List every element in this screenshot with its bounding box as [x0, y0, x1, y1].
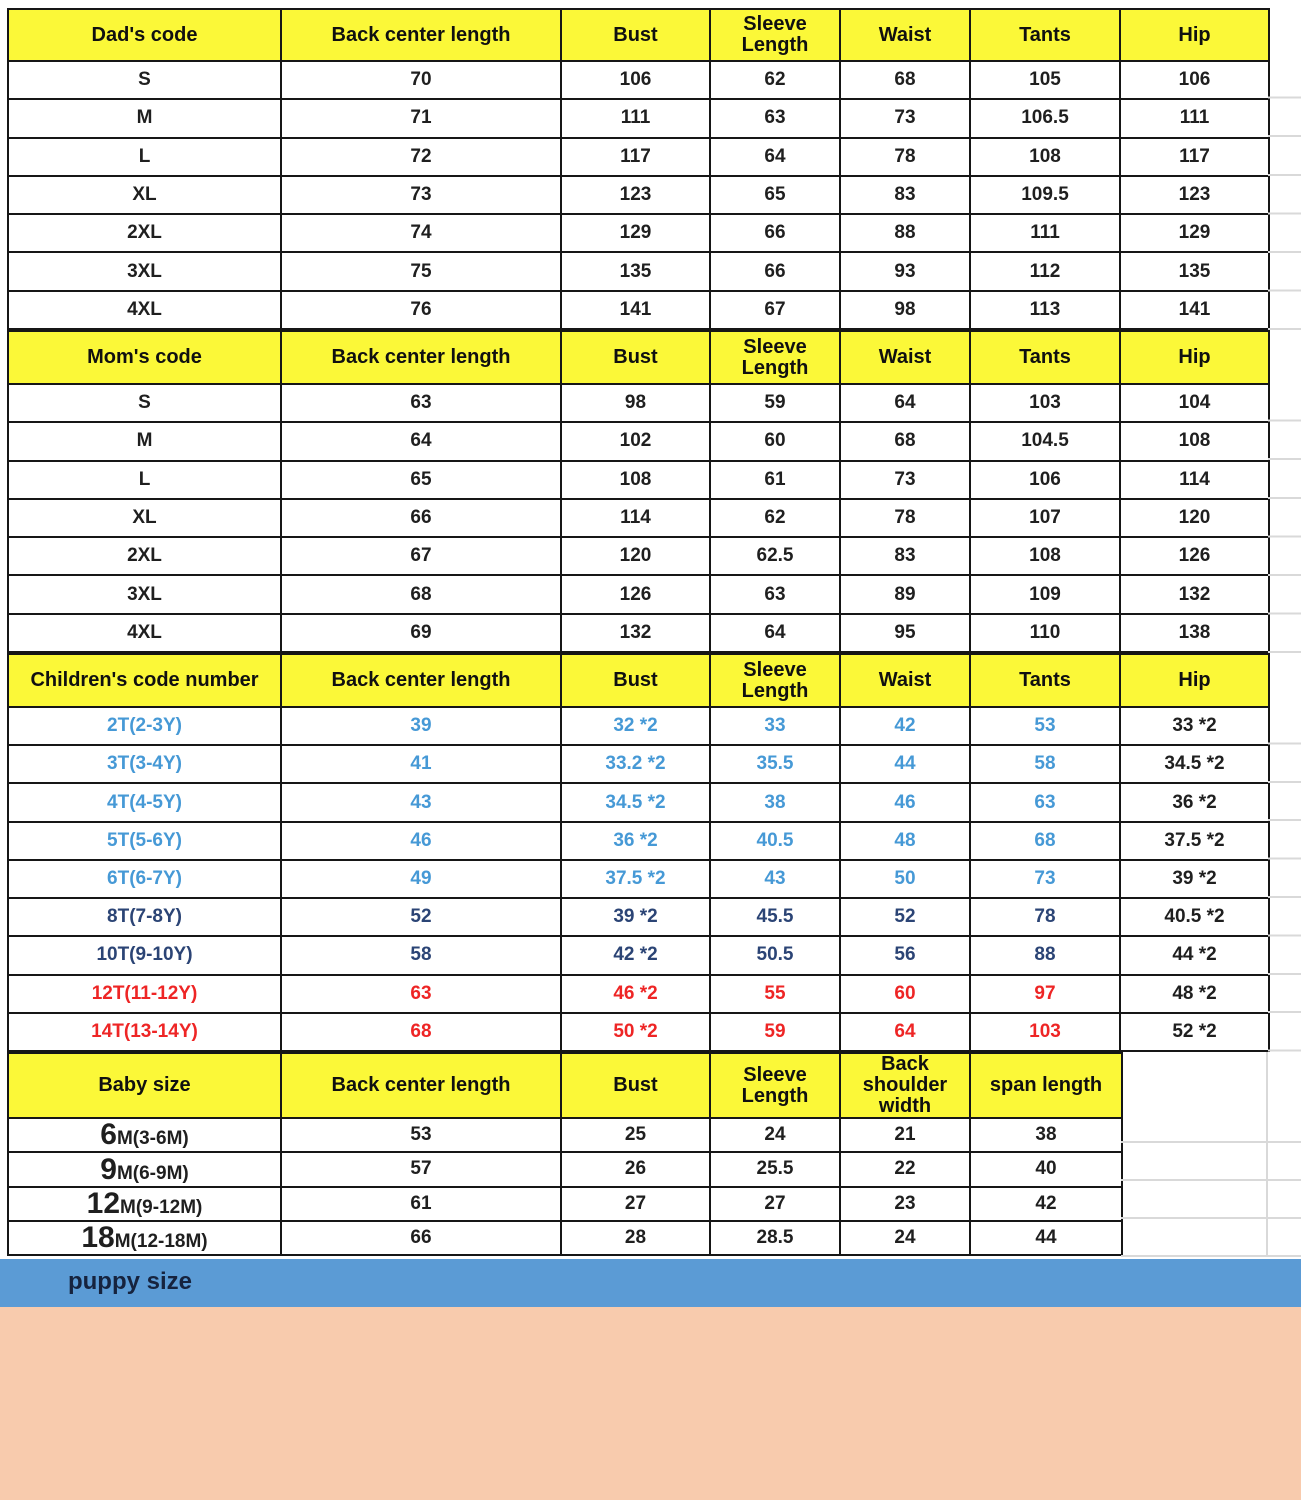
table-cell: 83	[840, 176, 970, 214]
column-header: Waist	[840, 654, 970, 707]
baby-size-label: 12M(9-12M)	[8, 1187, 281, 1221]
table-row	[8, 138, 1269, 176]
table-row	[8, 99, 1269, 137]
column-header: Bust	[561, 9, 710, 61]
table-cell: 73	[970, 860, 1120, 898]
table-cell: 27	[561, 1187, 710, 1221]
table-cell: 123	[1120, 176, 1269, 214]
table-cell: 59	[710, 1013, 840, 1051]
column-header: Hip	[1120, 654, 1269, 707]
puppy-table-backdrop	[0, 1307, 1301, 1500]
table-cell: 88	[840, 214, 970, 252]
column-header: Waist	[840, 331, 970, 384]
baby-size-table	[7, 1052, 1123, 1256]
table-cell: 89	[840, 575, 970, 613]
table-cell: 68	[281, 1013, 561, 1051]
header-row	[8, 654, 1269, 707]
table-cell: 102	[561, 422, 710, 460]
table-cell: 98	[840, 291, 970, 329]
size-code-cell: 4T(4-5Y)	[8, 783, 281, 821]
baby-size-label: 9M(6-9M)	[8, 1152, 281, 1186]
table-cell: 75	[281, 252, 561, 290]
table-cell: 123	[561, 176, 710, 214]
table-row	[8, 499, 1269, 537]
table-cell: 68	[281, 575, 561, 613]
size-code-cell: 4XL	[8, 291, 281, 329]
table-cell: 106.5	[970, 99, 1120, 137]
table-cell: 83	[840, 537, 970, 575]
column-header: Sleeve Length	[710, 9, 840, 61]
table-cell: 108	[561, 461, 710, 499]
table-cell: 39 *2	[1120, 860, 1269, 898]
table-cell: 111	[970, 214, 1120, 252]
children-size-table	[7, 653, 1270, 1052]
table-cell: 63	[281, 384, 561, 422]
table-cell: 106	[1120, 61, 1269, 99]
table-cell: 46	[840, 783, 970, 821]
table-cell: 120	[561, 537, 710, 575]
column-header: Back shoulder width	[840, 1053, 970, 1118]
table-row	[8, 1118, 1122, 1152]
size-code-cell: M	[8, 422, 281, 460]
grid-lines-right-mom	[1268, 383, 1301, 654]
table-cell: 27	[710, 1187, 840, 1221]
table-cell: 53	[281, 1118, 561, 1152]
size-code-cell: M	[8, 99, 281, 137]
table-cell: 35.5	[710, 745, 840, 783]
table-cell: 98	[561, 384, 710, 422]
table-cell: 44	[840, 745, 970, 783]
table-row	[8, 252, 1269, 290]
table-cell: 39 *2	[561, 898, 710, 936]
table-cell: 66	[281, 1221, 561, 1255]
table-cell: 33	[710, 707, 840, 745]
column-header: Back center length	[281, 1053, 561, 1118]
size-code-cell: 2XL	[8, 214, 281, 252]
table-cell: 43	[710, 860, 840, 898]
table-cell: 46 *2	[561, 975, 710, 1013]
table-cell: 132	[561, 614, 710, 652]
table-cell: 117	[561, 138, 710, 176]
table-cell: 42 *2	[561, 936, 710, 974]
table-cell: 63	[970, 783, 1120, 821]
size-code-cell: 3T(3-4Y)	[8, 745, 281, 783]
table-cell: 39	[281, 707, 561, 745]
table-cell: 23	[840, 1187, 970, 1221]
table-cell: 25.5	[710, 1152, 840, 1186]
table-cell: 88	[970, 936, 1120, 974]
table-cell: 126	[561, 575, 710, 613]
table-cell: 97	[970, 975, 1120, 1013]
table-row	[8, 860, 1269, 898]
column-header: Bust	[561, 1053, 710, 1118]
table-cell: 64	[281, 422, 561, 460]
table-cell: 66	[281, 499, 561, 537]
table-cell: 135	[561, 252, 710, 290]
table-row	[8, 614, 1269, 652]
table-row	[8, 214, 1269, 252]
table-cell: 64	[710, 138, 840, 176]
table-cell: 73	[840, 99, 970, 137]
column-header: Tants	[970, 331, 1120, 384]
table-cell: 95	[840, 614, 970, 652]
table-cell: 73	[840, 461, 970, 499]
column-header: Hip	[1120, 331, 1269, 384]
table-cell: 38	[970, 1118, 1122, 1152]
table-row	[8, 936, 1269, 974]
table-cell: 117	[1120, 138, 1269, 176]
table-cell: 120	[1120, 499, 1269, 537]
table-cell: 24	[710, 1118, 840, 1152]
table-cell: 103	[970, 384, 1120, 422]
table-cell: 64	[710, 614, 840, 652]
puppy-section-bar	[0, 1259, 1301, 1307]
column-header: Children's code number	[8, 654, 281, 707]
table-cell: 103	[970, 1013, 1120, 1051]
table-cell: 28.5	[710, 1221, 840, 1255]
table-cell: 111	[1120, 99, 1269, 137]
table-cell: 61	[281, 1187, 561, 1221]
table-cell: 72	[281, 138, 561, 176]
table-cell: 104.5	[970, 422, 1120, 460]
table-cell: 106	[970, 461, 1120, 499]
table-cell: 141	[561, 291, 710, 329]
size-code-cell: S	[8, 384, 281, 422]
grid-lines-right-dad	[1268, 60, 1301, 331]
table-cell: 38	[710, 783, 840, 821]
column-header: span length	[970, 1053, 1122, 1118]
table-cell: 138	[1120, 614, 1269, 652]
size-code-cell: 8T(7-8Y)	[8, 898, 281, 936]
table-cell: 108	[1120, 422, 1269, 460]
table-cell: 78	[840, 499, 970, 537]
table-cell: 65	[710, 176, 840, 214]
table-row	[8, 898, 1269, 936]
table-row	[8, 707, 1269, 745]
table-cell: 76	[281, 291, 561, 329]
column-header: Sleeve Length	[710, 331, 840, 384]
table-cell: 42	[970, 1187, 1122, 1221]
table-cell: 64	[840, 1013, 970, 1051]
table-cell: 141	[1120, 291, 1269, 329]
table-cell: 55	[710, 975, 840, 1013]
table-cell: 66	[710, 214, 840, 252]
table-cell: 50 *2	[561, 1013, 710, 1051]
table-cell: 73	[281, 176, 561, 214]
table-cell: 68	[840, 422, 970, 460]
table-cell: 63	[710, 99, 840, 137]
column-header: Back center length	[281, 331, 561, 384]
table-cell: 50	[840, 860, 970, 898]
table-cell: 109	[970, 575, 1120, 613]
table-row	[8, 461, 1269, 499]
table-cell: 36 *2	[1120, 783, 1269, 821]
table-cell: 108	[970, 537, 1120, 575]
dad-size-table	[7, 8, 1270, 330]
table-cell: 104	[1120, 384, 1269, 422]
table-cell: 67	[281, 537, 561, 575]
table-cell: 48 *2	[1120, 975, 1269, 1013]
size-code-cell: 10T(9-10Y)	[8, 936, 281, 974]
size-code-cell: 4XL	[8, 614, 281, 652]
table-row	[8, 822, 1269, 860]
size-code-cell: 14T(13-14Y)	[8, 1013, 281, 1051]
table-cell: 52 *2	[1120, 1013, 1269, 1051]
table-cell: 113	[970, 291, 1120, 329]
table-cell: 44 *2	[1120, 936, 1269, 974]
table-cell: 24	[840, 1221, 970, 1255]
baby-size-label: 18M(12-18M)	[8, 1221, 281, 1255]
size-code-cell: 6T(6-7Y)	[8, 860, 281, 898]
size-code-cell: 5T(5-6Y)	[8, 822, 281, 860]
table-cell: 37.5 *2	[1120, 822, 1269, 860]
table-row	[8, 745, 1269, 783]
table-cell: 21	[840, 1118, 970, 1152]
table-cell: 52	[840, 898, 970, 936]
table-cell: 60	[710, 422, 840, 460]
table-cell: 107	[970, 499, 1120, 537]
column-header: Hip	[1120, 9, 1269, 61]
table-cell: 43	[281, 783, 561, 821]
table-cell: 52	[281, 898, 561, 936]
table-row	[8, 61, 1269, 99]
table-cell: 112	[970, 252, 1120, 290]
table-row	[8, 783, 1269, 821]
size-code-cell: 3XL	[8, 575, 281, 613]
table-cell: 69	[281, 614, 561, 652]
table-cell: 56	[840, 936, 970, 974]
table-row	[8, 1013, 1269, 1051]
column-header: Back center length	[281, 9, 561, 61]
grid-lines-right-children	[1268, 706, 1301, 1053]
table-cell: 53	[970, 707, 1120, 745]
table-cell: 22	[840, 1152, 970, 1186]
table-cell: 93	[840, 252, 970, 290]
table-row	[8, 537, 1269, 575]
table-row	[8, 975, 1269, 1013]
table-cell: 105	[970, 61, 1120, 99]
table-cell: 46	[281, 822, 561, 860]
table-cell: 60	[840, 975, 970, 1013]
table-cell: 135	[1120, 252, 1269, 290]
table-cell: 49	[281, 860, 561, 898]
table-cell: 36 *2	[561, 822, 710, 860]
column-header: Dad's code	[8, 9, 281, 61]
table-row	[8, 575, 1269, 613]
table-cell: 126	[1120, 537, 1269, 575]
table-cell: 106	[561, 61, 710, 99]
table-cell: 34.5 *2	[561, 783, 710, 821]
table-row	[8, 176, 1269, 214]
table-cell: 114	[1120, 461, 1269, 499]
size-code-cell: L	[8, 138, 281, 176]
table-cell: 28	[561, 1221, 710, 1255]
table-row	[8, 1221, 1122, 1255]
table-cell: 41	[281, 745, 561, 783]
column-header: Bust	[561, 654, 710, 707]
column-header: Back center length	[281, 654, 561, 707]
table-cell: 65	[281, 461, 561, 499]
table-cell: 108	[970, 138, 1120, 176]
table-cell: 62.5	[710, 537, 840, 575]
table-cell: 40.5	[710, 822, 840, 860]
table-cell: 50.5	[710, 936, 840, 974]
column-header: Bust	[561, 331, 710, 384]
table-cell: 63	[710, 575, 840, 613]
table-cell: 74	[281, 214, 561, 252]
table-cell: 45.5	[710, 898, 840, 936]
column-header: Waist	[840, 9, 970, 61]
size-code-cell: 3XL	[8, 252, 281, 290]
mom-size-table	[7, 330, 1270, 653]
baby-size-label: 6M(3-6M)	[8, 1118, 281, 1152]
header-row	[8, 331, 1269, 384]
table-cell: 34.5 *2	[1120, 745, 1269, 783]
table-cell: 129	[561, 214, 710, 252]
size-code-cell: XL	[8, 176, 281, 214]
size-code-cell: L	[8, 461, 281, 499]
table-cell: 129	[1120, 214, 1269, 252]
table-cell: 78	[840, 138, 970, 176]
table-cell: 58	[281, 936, 561, 974]
table-cell: 114	[561, 499, 710, 537]
puppy-section-title: puppy size	[67, 1268, 193, 1295]
table-cell: 32 *2	[561, 707, 710, 745]
table-cell: 68	[970, 822, 1120, 860]
table-cell: 57	[281, 1152, 561, 1186]
table-cell: 40.5 *2	[1120, 898, 1269, 936]
column-header: Tants	[970, 9, 1120, 61]
size-code-cell: 12T(11-12Y)	[8, 975, 281, 1013]
grid-lines-right-baby	[1121, 1105, 1301, 1257]
table-cell: 33 *2	[1120, 707, 1269, 745]
table-cell: 110	[970, 614, 1120, 652]
table-row	[8, 1187, 1122, 1221]
table-cell: 67	[710, 291, 840, 329]
table-cell: 48	[840, 822, 970, 860]
table-cell: 70	[281, 61, 561, 99]
table-cell: 68	[840, 61, 970, 99]
column-header: Sleeve Length	[710, 654, 840, 707]
table-cell: 62	[710, 499, 840, 537]
table-cell: 63	[281, 975, 561, 1013]
header-row	[8, 1053, 1122, 1118]
table-cell: 132	[1120, 575, 1269, 613]
table-cell: 44	[970, 1221, 1122, 1255]
table-cell: 111	[561, 99, 710, 137]
column-header: Tants	[970, 654, 1120, 707]
table-cell: 40	[970, 1152, 1122, 1186]
table-cell: 59	[710, 384, 840, 422]
table-cell: 26	[561, 1152, 710, 1186]
table-cell: 25	[561, 1118, 710, 1152]
table-row	[8, 422, 1269, 460]
size-code-cell: S	[8, 61, 281, 99]
table-cell: 62	[710, 61, 840, 99]
table-cell: 58	[970, 745, 1120, 783]
column-header: Mom's code	[8, 331, 281, 384]
grid-line-vertical-baby	[1266, 1052, 1268, 1256]
table-cell: 61	[710, 461, 840, 499]
table-cell: 37.5 *2	[561, 860, 710, 898]
size-code-cell: XL	[8, 499, 281, 537]
table-cell: 64	[840, 384, 970, 422]
table-row	[8, 291, 1269, 329]
table-row	[8, 384, 1269, 422]
table-cell: 109.5	[970, 176, 1120, 214]
header-row	[8, 9, 1269, 61]
size-code-cell: 2T(2-3Y)	[8, 707, 281, 745]
column-header: Baby size	[8, 1053, 281, 1118]
table-cell: 42	[840, 707, 970, 745]
table-row	[8, 1152, 1122, 1186]
size-code-cell: 2XL	[8, 537, 281, 575]
table-cell: 66	[710, 252, 840, 290]
column-header: Sleeve Length	[710, 1053, 840, 1118]
table-cell: 33.2 *2	[561, 745, 710, 783]
table-cell: 78	[970, 898, 1120, 936]
table-cell: 71	[281, 99, 561, 137]
